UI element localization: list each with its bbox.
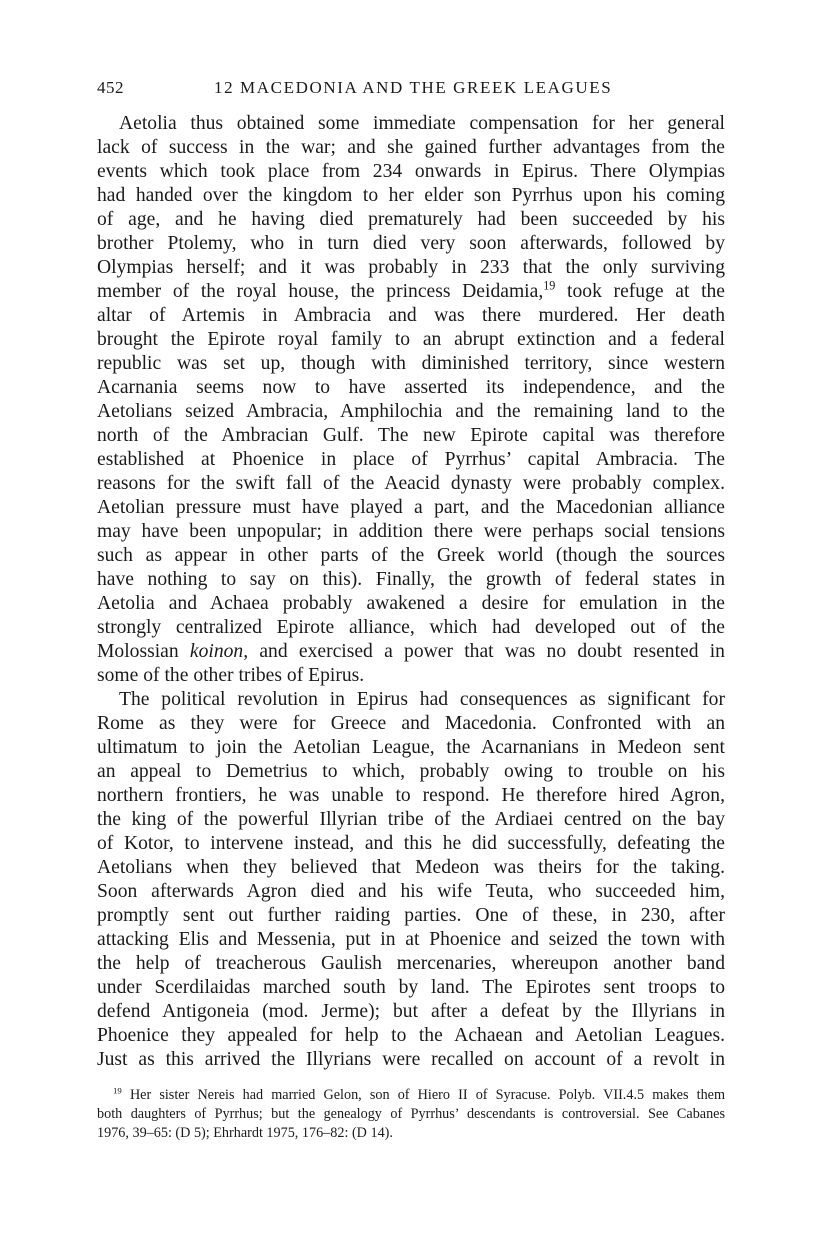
text-line: Aetolian pressure must have played a part, and the Macedonian alliance [97, 497, 725, 518]
text-line: north of the Ambracian Gulf. The new Epirote capital was therefore [97, 425, 725, 446]
text-line: such as appear in other parts of the Greek world (though the sources [97, 545, 725, 566]
text-segment: took refuge at the [555, 281, 726, 302]
chapter-title: 12 MACEDONIA AND THE GREEK LEAGUES [214, 78, 613, 97]
text-segment: member of the royal house, the princess Deidamia, [97, 281, 544, 302]
text-line: may have been unpopular; in addition there were perhaps social tensions [97, 521, 725, 542]
text-line: The political revolution in Epirus had consequences as significant for [119, 689, 725, 710]
text-line: Aetolians when they believed that Medeon was theirs for the taking. [97, 857, 725, 878]
text-line: promptly sent out further raiding parties. One of these, in 230, after [97, 905, 725, 926]
text-line: of age, and he having died prematurely had been succeeded by his [97, 209, 725, 230]
text-line: strongly centralized Epirote alliance, which had developed out of the [97, 617, 725, 638]
text-line: the king of the powerful Illyrian tribe of the Ardiaei centred on the bay [97, 809, 725, 830]
text-line: lack of success in the war; and she gained further advantages from the [97, 137, 725, 158]
text-line: of Kotor, to intervene instead, and this he did successfully, defeating the [97, 833, 725, 854]
text-line: brought the Epirote royal family to an abrupt extinction and a federal [97, 329, 725, 350]
text-line: Rome as they were for Greece and Macedonia. Confronted with an [97, 713, 725, 734]
footnote-line [97, 1086, 725, 1105]
page-number: 452 [97, 78, 124, 97]
text-line: reasons for the swift fall of the Aeacid dynasty were probably complex. [97, 473, 725, 494]
text-line: northern frontiers, he was unable to respond. He therefore hired Agron, [97, 785, 725, 806]
text-line: altar of Artemis in Ambracia and was there murdered. Her death [97, 305, 725, 326]
running-header [97, 78, 737, 102]
text-line: Phoenice they appealed for help to the Achaean and Aetolian Leagues. [97, 1025, 725, 1046]
text-line: defend Antigoneia (mod. Jerme); but after a defeat by the Illyrians in [97, 1001, 725, 1022]
italic-term: koinon, [189, 641, 249, 662]
text-line: republic was set up, though with diminished territory, since western [97, 353, 725, 374]
text-line: under Scerdilaidas marched south by land. The Epirotes sent troops to [97, 977, 725, 998]
text-line: brother Ptolemy, who in turn died very soon afterwards, followed by [97, 233, 725, 254]
text-line: Aetolians seized Ambracia, Amphilochia and the remaining land to the [97, 401, 725, 422]
text-line: have nothing to say on this). Finally, the growth of federal states in [97, 569, 725, 590]
text-line: Acarnania seems now to have asserted its independence, and the [97, 377, 725, 398]
text-line: an appeal to Demetrius to which, probably owing to trouble on his [97, 761, 725, 782]
text-line: events which took place from 234 onwards in Epirus. There Olympias [97, 161, 725, 182]
text-segment: Molossian [97, 641, 179, 662]
text-line: Aetolia thus obtained some immediate compensation for her general [119, 113, 725, 134]
text-line: established at Phoenice in place of Pyrrhus’ capital Ambracia. The [97, 449, 725, 470]
text-line-with-footnote-ref [97, 280, 725, 304]
footnote-ref[interactable]: 19 [543, 278, 556, 293]
text-line: Aetolia and Achaea probably awakened a desire for emulation in the [97, 593, 725, 614]
text-line: Just as this arrived the Illyrians were recalled on account of a revolt in [97, 1049, 725, 1070]
text-line: the help of treacherous Gaulish mercenaries, whereupon another band [97, 953, 725, 974]
text-segment: Her sister Nereis had married Gelon, son of Hiero II of Syracuse. Polyb. VII.4.5 makes them [121, 1087, 725, 1103]
text-line: Soon afterwards Agron died and his wife Teuta, who succeeded him, [97, 881, 725, 902]
text-line: some of the other tribes of Epirus. [97, 665, 365, 686]
footnote-number: 19 [113, 1085, 122, 1096]
text-segment: and exercised a power that was no doubt resented in [248, 641, 725, 662]
text-line-with-italic [97, 640, 725, 664]
main-text [97, 112, 725, 1072]
text-line: Olympias herself; and it was probably in 233 that the only surviving [97, 257, 725, 278]
text-line: had handed over the kingdom to her elder son Pyrrhus upon his coming [97, 185, 725, 206]
footnote-line: both daughters of Pyrrhus; but the genealogy of Pyrrhus’ descendants is controversial. See Cabanes [97, 1106, 725, 1122]
text-line: attacking Elis and Messenia, put in at Phoenice and seized the town with [97, 929, 725, 950]
footnote [97, 1086, 725, 1143]
footnote-line: 1976, 39–65: (D 5); Ehrhardt 1975, 176–82: (D 14). [97, 1125, 393, 1141]
text-line: ultimatum to join the Aetolian League, the Acarnanians in Medeon sent [97, 737, 725, 758]
